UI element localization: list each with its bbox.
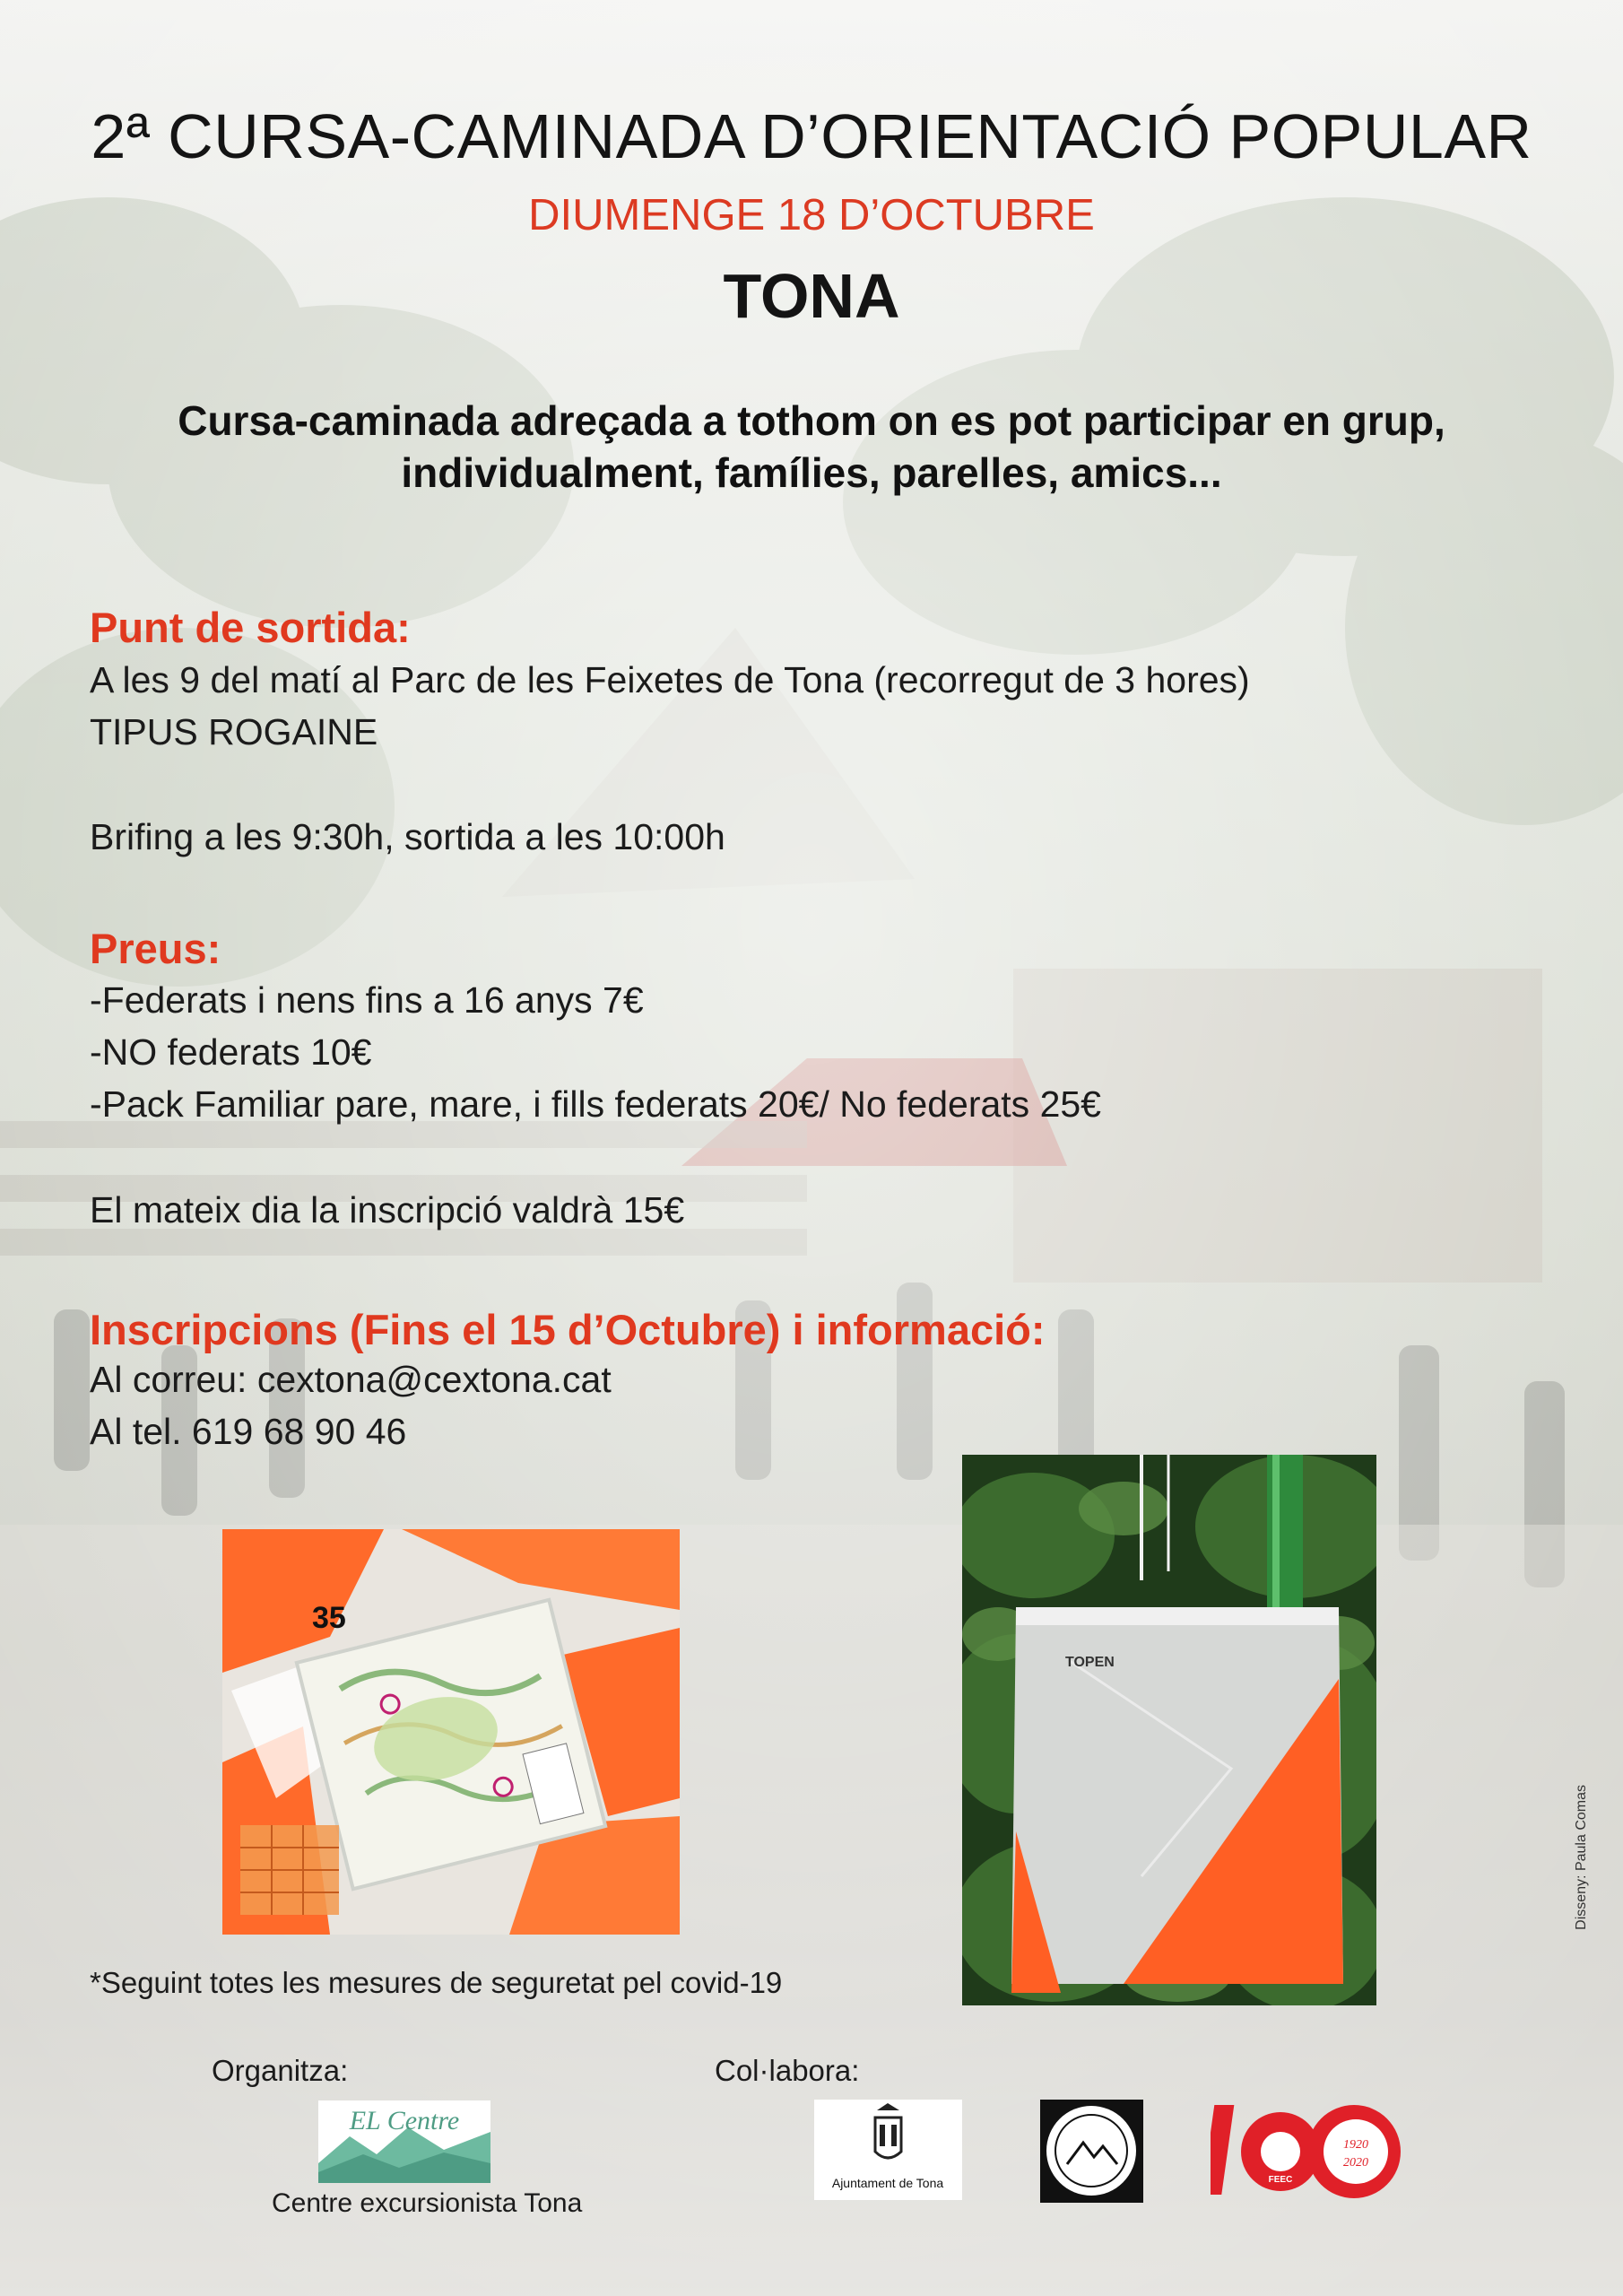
event-title: 2ª CURSA-CAMINADA D’ORIENTACIÓ POPULAR xyxy=(91,101,1532,171)
intro-line-2: individualment, famílies, parelles, amics... xyxy=(401,449,1222,496)
flag-brand: TOPEN xyxy=(1065,1655,1115,1670)
price-item: -Federats i nens fins a 16 anys 7€ xyxy=(90,979,644,1021)
registration-heading: Inscripcions (Fins el 15 d’Octubre) i informació: xyxy=(90,1306,1046,1353)
price-item: -NO federats 10€ xyxy=(90,1031,372,1073)
start-line-2: TIPUS ROGAINE xyxy=(90,711,378,752)
control-flag-image xyxy=(962,1455,1376,2005)
collab-label: Col·labora: xyxy=(715,2054,860,2087)
prices-heading: Preus: xyxy=(90,925,221,972)
map-number: 35 xyxy=(312,1601,346,1635)
mountain-club-logo xyxy=(1040,2100,1143,2203)
registration-email: Al correu: cextona@cextona.cat xyxy=(90,1359,612,1400)
ajuntament-logo-text: Ajuntament de Tona xyxy=(831,2176,944,2190)
control-flag-photo xyxy=(962,1455,1376,2005)
start-heading: Punt de sortida: xyxy=(90,604,411,651)
event-date: DIUMENGE 18 D’OCTUBRE xyxy=(528,191,1095,239)
design-credit: Disseny: Paula Comas xyxy=(1574,1785,1589,1930)
intro-text xyxy=(90,395,1533,499)
price-item: -Pack Familiar pare, mare, i fills federats 20€/ No federats 25€ xyxy=(90,1083,1101,1125)
feec-year-start: 1920 xyxy=(1343,2138,1368,2152)
covid-note: *Seguint totes les mesures de seguretat pel covid-19 xyxy=(90,1966,783,1999)
map-photo-image xyxy=(222,1529,680,1935)
feec-text: FEEC xyxy=(1268,2175,1293,2185)
ajuntament-logo xyxy=(814,2100,962,2200)
map-photo xyxy=(222,1529,680,1935)
el-centre-logo-text: EL Centre xyxy=(349,2106,460,2135)
feec-100-logo-image xyxy=(1211,2094,1412,2206)
organizer-label: Organitza: xyxy=(212,2054,349,2087)
intro-line-1: Cursa-caminada adreçada a tothom on es pot participar en grup, xyxy=(178,397,1445,444)
price-same-day: El mateix dia la inscripció valdrà 15€ xyxy=(90,1189,685,1231)
event-place: TONA xyxy=(723,261,900,331)
registration-phone: Al tel. 619 68 90 46 xyxy=(90,1411,407,1452)
mountain-club-logo-image xyxy=(1040,2100,1143,2203)
el-centre-logo-image xyxy=(318,2100,490,2183)
organizer-name: Centre excursionista Tona xyxy=(272,2188,583,2218)
start-line-3: Brifing a les 9:30h, sortida a les 10:00h xyxy=(90,816,725,857)
feec-year-end: 2020 xyxy=(1343,2156,1368,2170)
feec-100-logo xyxy=(1211,2094,1412,2206)
el-centre-logo xyxy=(318,2100,490,2183)
start-line-1: A les 9 del matí al Parc de les Feixetes de Tona (recorregut de 3 hores) xyxy=(90,659,1250,700)
ajuntament-logo-image xyxy=(814,2100,962,2200)
